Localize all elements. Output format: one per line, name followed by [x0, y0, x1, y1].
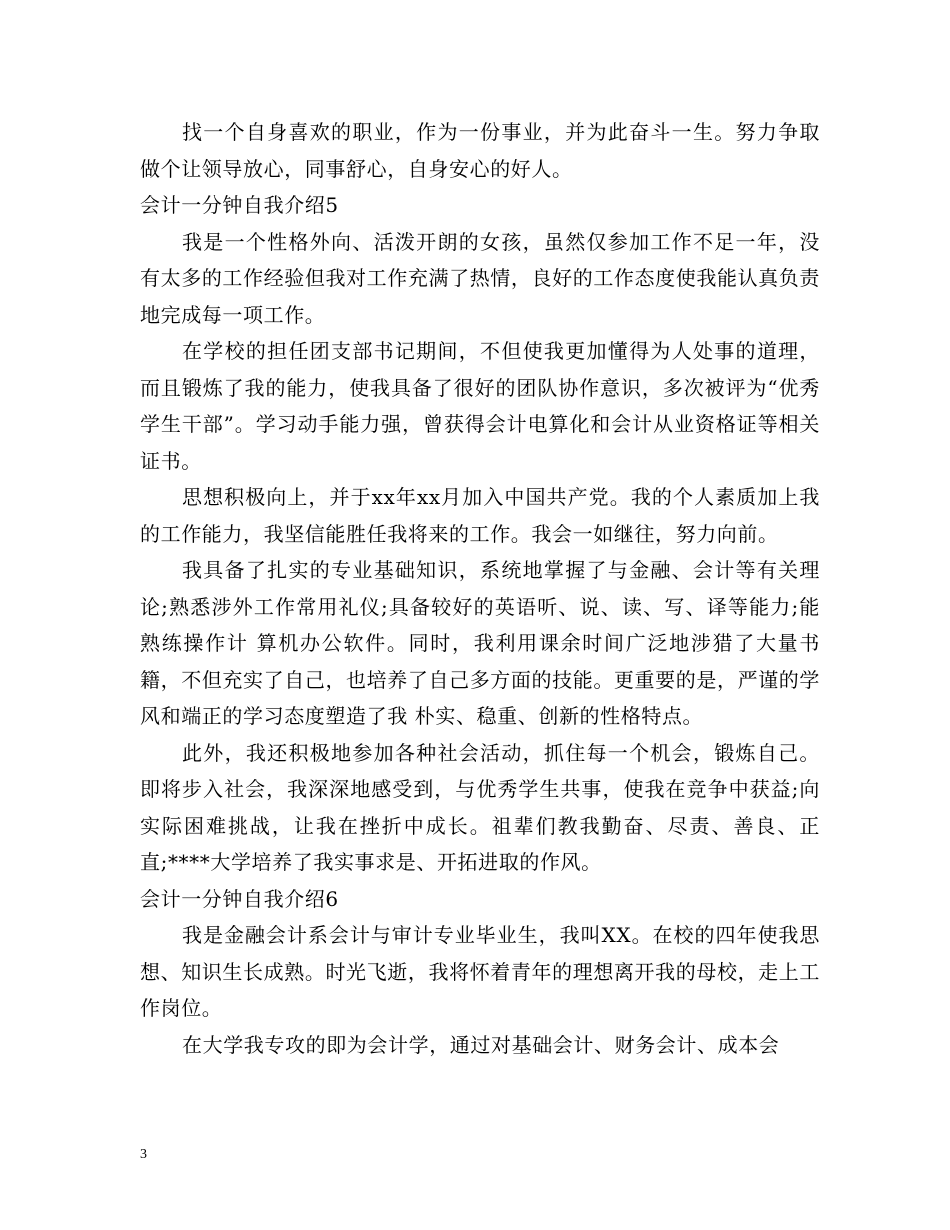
page-number: 3 — [140, 1147, 147, 1162]
section-heading: 会计一分钟自我介绍5 — [140, 193, 339, 217]
paragraph: 我具备了扎实的专业基础知识，系统地掌握了与金融、会计等有关理论;熟悉涉外工作常用礼仪;具备较好的英语听、说、读、写、译等能力;能熟练操作计 算机办公软件。同时，我利用课余时间广泛地涉猎了大量书籍，不但充实了自己，也培养了自己多方面的技能。更重要的是，严谨的学风和端正的学习态度塑造了我 朴实、稳重、创新的性格特点。 — [140, 558, 820, 728]
paragraph: 此外，我还积极地参加各种社会活动，抓住每一个机会，锻炼自己。即将步入社会，我深深地感受到，与优秀学生共事，使我在竞争中获益;向实际困难挑战，让我在挫折中成长。祖辈们教我勤奋、尽责、善良、正直;****大学培养了我实事求是、开拓进取的作风。 — [140, 740, 820, 874]
section-heading: 会计一分钟自我介绍6 — [140, 886, 339, 911]
paragraph: 在学校的担任团支部书记期间，不但使我更加懂得为人处事的道理，而且锻炼了我的能力，使我具备了很好的团队协作意识，多次被评为“优秀学生干部”。学习动手能力强，曾获得会计电算化和会计从业资格证等相关证书。 — [140, 339, 820, 473]
paragraph: 思想积极向上，并于xx年xx月加入中国共产党。我的个人素质加上我的工作能力，我坚信能胜任我将来的工作。我会一如继往，努力向前。 — [140, 485, 820, 546]
paragraph: 找一个自身喜欢的职业，作为一份事业，并为此奋斗一生。努力争取做个让领导放心，同事舒心，自身安心的好人。 — [140, 120, 820, 181]
document-body — [140, 114, 820, 1063]
paragraph: 我是一个性格外向、活泼开朗的女孩，虽然仅参加工作不足一年，没有太多的工作经验但我对工作充满了热情，良好的工作态度使我能认真负责地完成每一项工作。 — [140, 229, 820, 327]
paragraph: 我是金融会计系会计与审计专业毕业生，我叫XX。在校的四年使我思想、知识生长成熟。时光飞逝，我将怀着青年的理想离开我的母校，走上工作岗位。 — [140, 923, 820, 1020]
paragraph: 在大学我专攻的即为会计学，通过对基础会计、财务会计、成本会 — [182, 1032, 780, 1057]
